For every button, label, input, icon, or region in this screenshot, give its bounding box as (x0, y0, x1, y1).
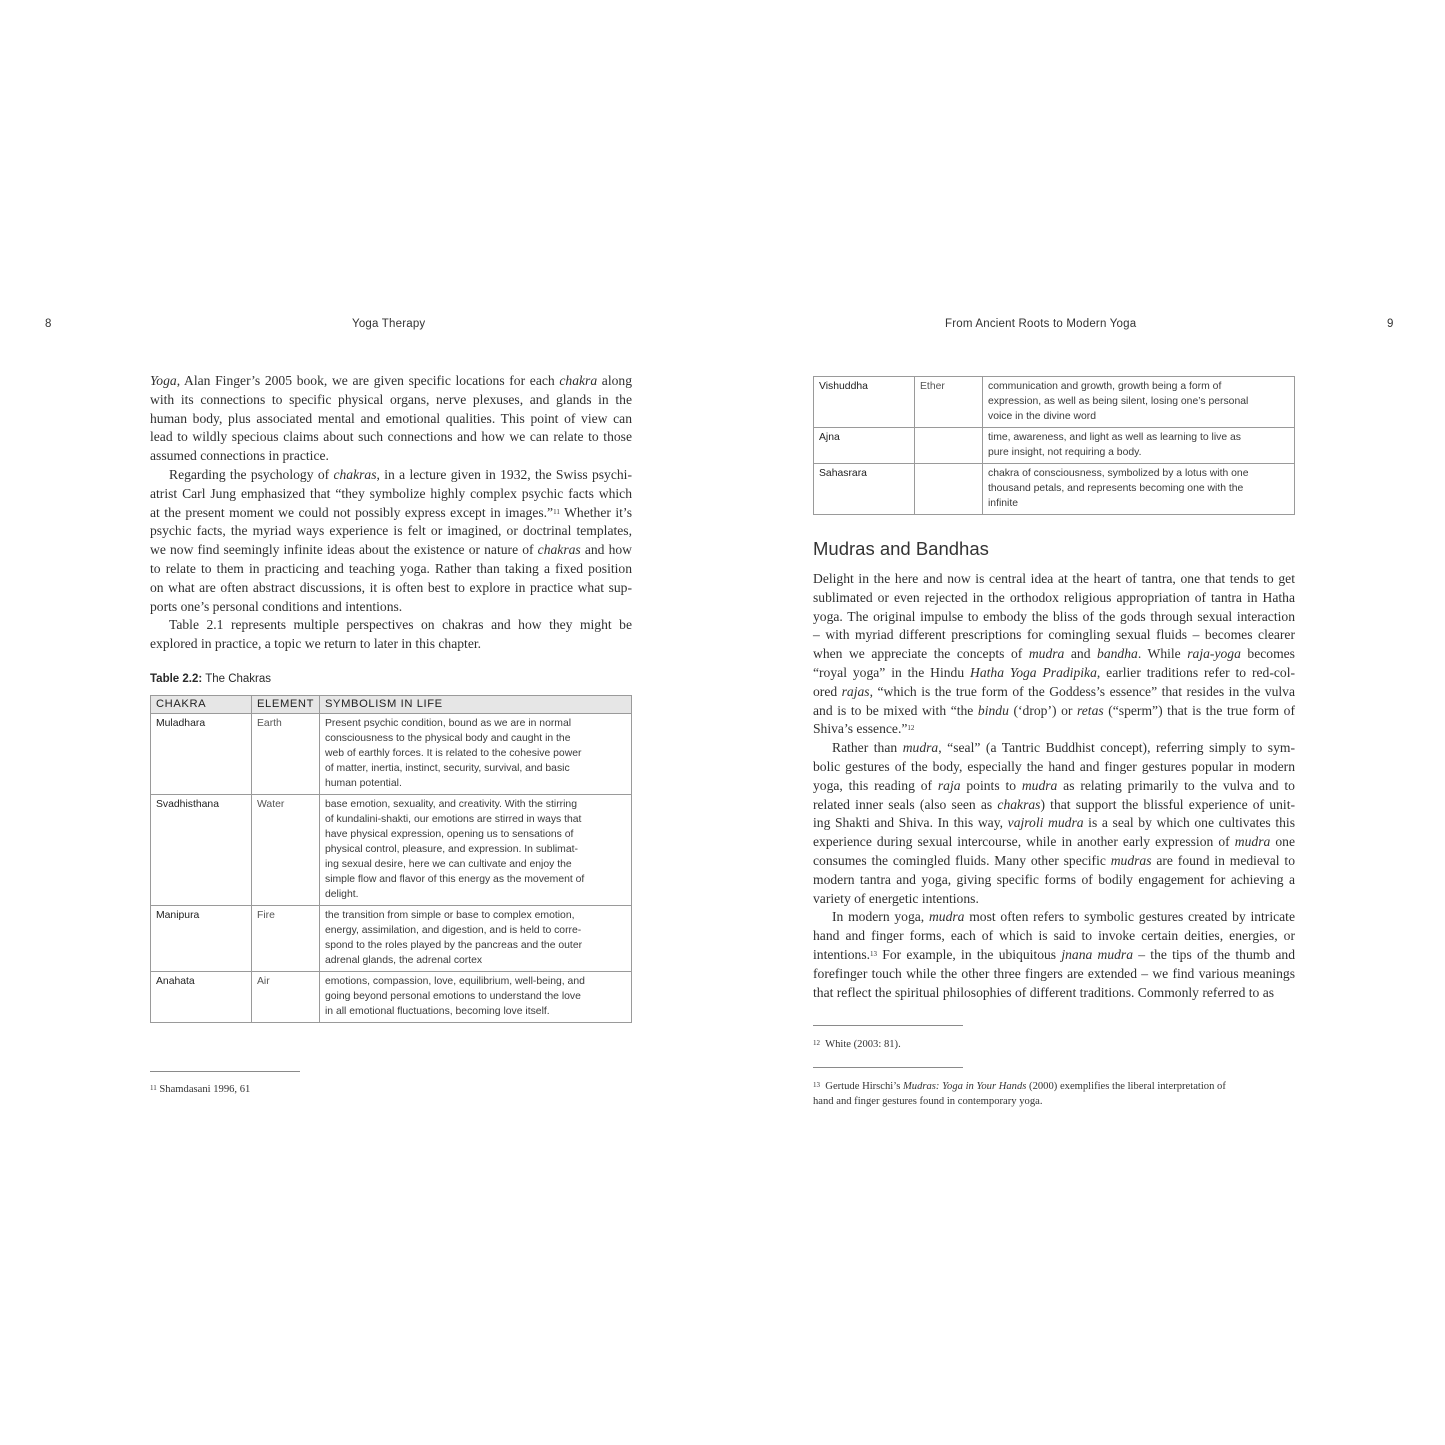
symbolism-line: chakra of consciousness, symbolized by a lotus with one (988, 468, 1249, 479)
chakra-name-cell: Muladhara (151, 714, 252, 795)
symbolism-line: web of earthly forces. It is related to the cohesive power (325, 748, 582, 759)
symbolism-line: physical control, pleasure, and expression. In sublimat- (325, 844, 578, 855)
text-line: and is to be mixed with “the bindu (‘drop’) or retas (“sperm”) that is the true form of (813, 702, 1295, 718)
text-line: In modern yoga, mudra most often refers to symbolic gestures created by intricate (832, 909, 1295, 925)
right-page-number: 9 (1387, 318, 1394, 330)
element-cell: Water (252, 795, 320, 906)
footnote-line: hand and finger gestures found in contemporary yoga. (813, 1096, 1043, 1107)
text-line: assumed connections in practice. (150, 448, 329, 464)
symbolism-cell (983, 428, 1295, 464)
symbolism-line: adrenal glands, the adrenal cortex (325, 955, 483, 966)
chakra-name-cell: Vishuddha (814, 377, 915, 428)
element-cell: Air (252, 972, 320, 1023)
table-caption (150, 673, 271, 685)
text-line: psychic facts, the myriad ways experience is felt or imagined, or doctrinal templates, (150, 523, 632, 539)
text-line: human body, plus associated mental and emotional qualities. This point of view can (150, 410, 632, 426)
text-line: at the present moment we could not possibly express except in images.”$^{11}$ Whether it’s (150, 504, 632, 520)
text-line: “royal yoga” in the Hindu Hatha Yoga Pradipika, earlier traditions refer to red-col- (813, 664, 1296, 680)
footnote-number: 11 (150, 1084, 157, 1092)
element-cell (915, 428, 983, 464)
paragraph (813, 570, 1295, 739)
chakra-name-cell: Ajna (814, 428, 915, 464)
text-line: ored rajas, “which is the true form of the Goddess’s essence” that resides in the vulva (813, 683, 1295, 699)
symbolism-cell (983, 464, 1295, 515)
text-line: with its connections to specific physical organs, nerve plexuses, and glands in the (150, 391, 632, 407)
symbolism-cell (320, 972, 632, 1023)
table-header-cell: ELEMENT (252, 696, 320, 714)
table-row (151, 972, 632, 1023)
footnote-rule-right-2 (813, 1067, 963, 1068)
text-line: Regarding the psychology of chakras, in a lecture given in 1932, the Swiss psychi- (169, 466, 632, 482)
symbolism-line: in all emotional fluctuations, becoming love itself. (325, 1006, 550, 1017)
table-row (151, 714, 632, 795)
footnote-11 (150, 1082, 250, 1097)
symbolism-line: Present psychic condition, bound as we are in normal (325, 718, 572, 729)
text-line: hand and finger forms, each of which is said to invoke certain deities, energies, or (813, 928, 1295, 944)
text-line: – with myriad different prescriptions for comingling sexual fluids – becomes clearer (813, 627, 1295, 643)
symbolism-line: have physical expression, opening us to sensations of (325, 829, 574, 840)
text-line: when we appreciate the concepts of mudra and bandha. While raja-yoga becomes (813, 646, 1295, 662)
text-line: Yoga, Alan Finger’s 2005 book, we are given specific locations for each chakra along (150, 373, 632, 388)
table-row (814, 464, 1295, 515)
chakra-name-cell: Manipura (151, 906, 252, 972)
text-line: ports one’s personal conditions and intentions. (150, 598, 403, 614)
text-line: forefinger touch while the other three fingers are extended – we find various meanings (813, 965, 1295, 981)
footnote-text: Shamdasani 1996, 61 (159, 1084, 251, 1095)
paragraph (150, 616, 632, 654)
footnote-number: 12 (813, 1039, 820, 1047)
text-line: modern tantra and yoga, giving specific forms of bodily engagement for achieving a (813, 871, 1295, 887)
footnote-line: Gertude Hirschi’s Mudras: Yoga in Your Hands (2000) exemplifies the liberal interpretation of (825, 1081, 1226, 1092)
table-caption-label: Table 2.2: (150, 673, 203, 685)
section-heading: Mudras and Bandhas (813, 538, 989, 559)
table-row (814, 377, 1295, 428)
text-line: on what are often abstract discussions, it is often best to explore in practice what sup- (150, 579, 632, 595)
chakra-name-cell: Sahasrara (814, 464, 915, 515)
text-line: experience during sexual intercourse, while in another early expression of mudra one (813, 834, 1295, 850)
symbolism-line: emotions, compassion, love, equilibrium, well-being, and (325, 976, 585, 987)
text-line: consumes the comingled fluids. Many other specific mudras are found in medieval to (813, 852, 1295, 868)
table-row (151, 906, 632, 972)
text-line: that reflect the spiritual philosophies of different traditions. Commonly referred to as (813, 984, 1275, 1000)
text-line: Delight in the here and now is central idea at the heart of tantra, one that tends to get (813, 571, 1295, 586)
paragraph (150, 466, 632, 616)
text-line: Rather than mudra, “seal” (a Tantric Buddhist concept), referring simply to sym- (832, 740, 1295, 756)
symbolism-line: consciousness to the physical body and caught in the (325, 733, 571, 744)
table-header-cell: SYMBOLISM IN LIFE (320, 696, 632, 714)
text-line: related inner seals (also seen as chakras) that support the blissful experience of unit- (813, 796, 1295, 812)
symbolism-line: pure insight, not requiring a body. (988, 447, 1142, 458)
paragraph (813, 739, 1295, 908)
element-cell: Earth (252, 714, 320, 795)
symbolism-line: expression, as well as being silent, losing one’s personal (988, 396, 1249, 407)
symbolism-line: human potential. (325, 778, 402, 789)
symbolism-cell (320, 714, 632, 795)
element-cell: Fire (252, 906, 320, 972)
symbolism-line: spond to the roles played by the pancreas and the outer (325, 940, 583, 951)
text-line: variety of energetic intentions. (813, 890, 979, 906)
symbolism-line: the transition from simple or base to complex emotion, (325, 910, 575, 921)
symbolism-line: thousand petals, and represents becoming one with the (988, 483, 1244, 494)
chakra-name-cell: Anahata (151, 972, 252, 1023)
text-line: Shiva’s essence.”$^{12}$ (813, 721, 915, 737)
right-running-head: From Ancient Roots to Modern Yoga (945, 318, 1137, 330)
table-caption-title: The Chakras (202, 673, 272, 685)
chakra-table-right (813, 376, 1295, 515)
symbolism-line: going beyond personal emotions to understand the love (325, 991, 581, 1002)
table-row (814, 428, 1295, 464)
text-line: Table 2.1 represents multiple perspectives on chakras and how they might be (169, 617, 632, 633)
text-line: sublimated or even rejected in the orthodox religious appropriation of tantra in Hatha (813, 589, 1295, 605)
footnote-rule-left (150, 1071, 300, 1072)
text-line: to relate to them in practicing and teaching yoga. Rather than taking a fixed position (150, 560, 632, 576)
text-line: yoga, this reading of raja points to mudra as relating primarily to the vulva and to (813, 777, 1295, 793)
text-line: we now find seemingly infinite ideas about the existence or nature of chakras and how (150, 542, 632, 558)
text-line: yoga. The original impulse to embody the bliss of the gods through sexual interaction (813, 608, 1295, 624)
symbolism-cell (320, 906, 632, 972)
left-running-head: Yoga Therapy (352, 318, 426, 330)
symbolism-cell (983, 377, 1295, 428)
text-line: explored in practice, a topic we return to later in this chapter. (150, 636, 482, 652)
text-line: intentions.$^{13}$ For example, in the ubiquitous jnana mudra – the tips of the thumb and (813, 946, 1295, 962)
footnote-number: 13 (813, 1081, 820, 1089)
footnote-12 (813, 1037, 901, 1052)
element-cell (915, 464, 983, 515)
table-row (151, 795, 632, 906)
symbolism-line: time, awareness, and light as well as learning to live as (988, 432, 1241, 443)
element-cell: Ether (915, 377, 983, 428)
table-header-row (151, 696, 632, 714)
symbolism-line: infinite (988, 498, 1019, 509)
text-line: lead to wildly specious claims about such connections and how we can relate to those (150, 429, 632, 445)
footnote-13 (813, 1079, 1295, 1109)
left-body-text (150, 372, 632, 654)
chakra-table-left (150, 695, 632, 1023)
paragraph (150, 372, 632, 466)
symbolism-line: base emotion, sexuality, and creativity. With the stirring (325, 799, 577, 810)
text-line: bolic gestures of the body, especially the hand and finger gestures popular in modern (813, 758, 1295, 774)
symbolism-line: communication and growth, growth being a form of (988, 381, 1222, 392)
footnote-text: White (2003: 81). (825, 1039, 901, 1050)
footnote-rule-right-1 (813, 1025, 963, 1026)
table-header-cell: CHAKRA (151, 696, 252, 714)
text-line: atrist Carl Jung emphasized that “they symbolize highly complex psychic facts which (150, 485, 632, 501)
symbolism-line: of kundalini-shakti, our emotions are stirred in ways that (325, 814, 582, 825)
left-page-number: 8 (45, 318, 52, 330)
paragraph (813, 908, 1295, 1002)
symbolism-line: ing sexual desire, here we can cultivate and enjoy the (325, 859, 572, 870)
symbolism-line: simple flow and flavor of this energy as the movement of (325, 874, 585, 885)
chakra-name-cell: Svadhisthana (151, 795, 252, 906)
symbolism-line: of matter, inertia, instinct, security, survival, and basic (325, 763, 570, 774)
symbolism-line: voice in the divine word (988, 411, 1097, 422)
symbolism-line: delight. (325, 889, 359, 900)
symbolism-line: energy, assimilation, and digestion, and is held to corre- (325, 925, 582, 936)
symbolism-cell (320, 795, 632, 906)
right-body-text (813, 570, 1295, 1002)
text-line: ing Shakti and Shiva. In this way, vajroli mudra is a seal by which one cultivates this (813, 815, 1295, 831)
